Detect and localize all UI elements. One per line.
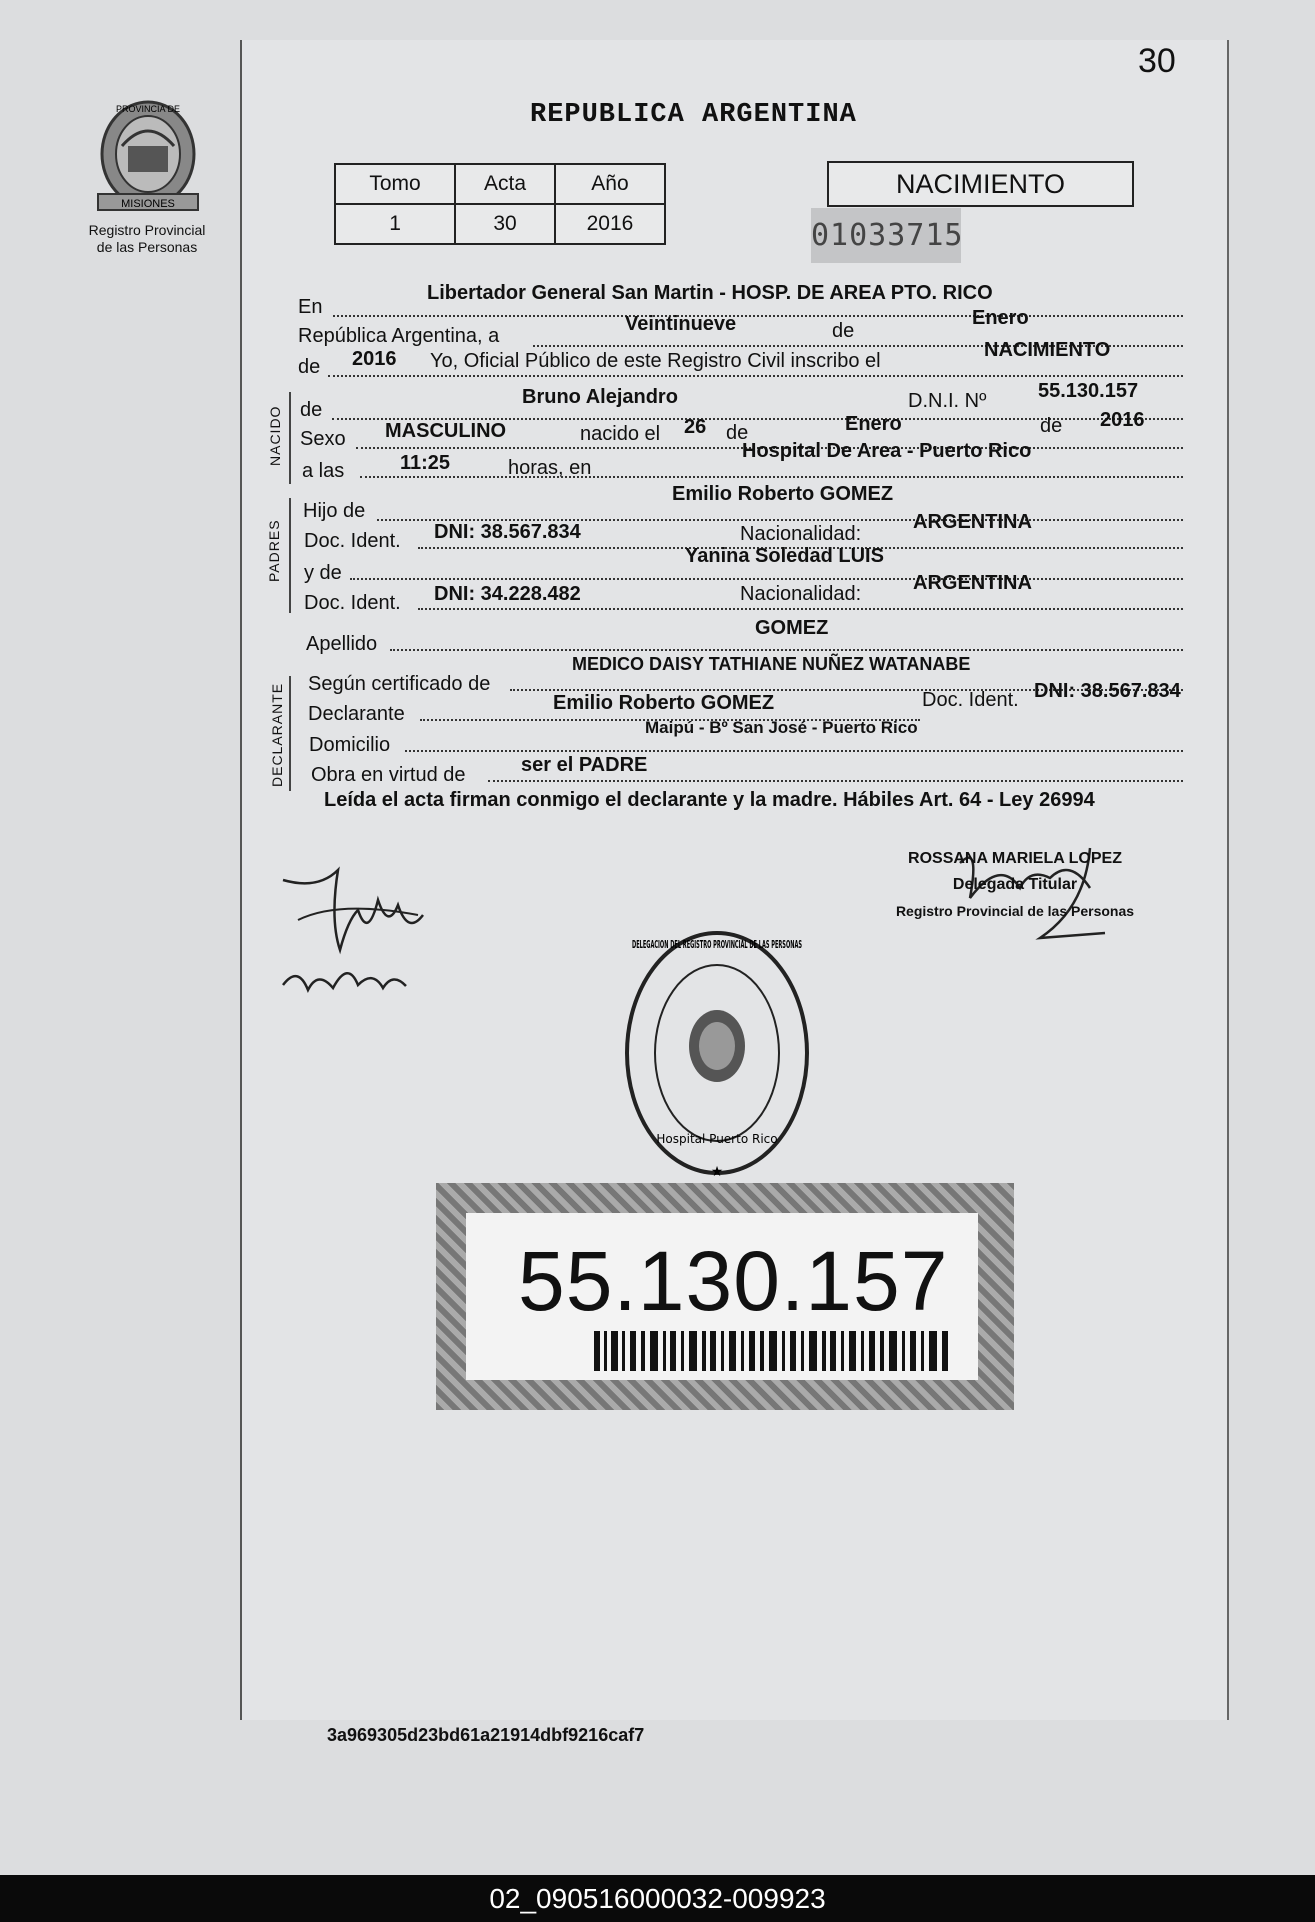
seal-ring-text: DELEGACION DEL REGISTRO PROVINCIAL DE LAS PERSONAS — [632, 938, 803, 951]
serial-number: 01033715 — [811, 208, 961, 263]
section-bar — [289, 392, 291, 484]
dotted-line — [328, 375, 1183, 377]
dotted-line — [488, 780, 1183, 782]
closing-text: Leída el acta firman conmigo el declarante y la madre. Hábiles Art. 64 - Ley 26994 — [324, 789, 1095, 811]
dotted-line — [333, 315, 1183, 317]
mother-name-value: Yanina Soledad LUIS — [685, 545, 884, 567]
registry-caption-line1: Registro Provincial — [88, 222, 206, 238]
month-value: Enero — [972, 307, 1029, 329]
dotted-line — [390, 649, 1183, 651]
volume-table-header-row — [335, 164, 665, 204]
certificado-label: Según certificado de — [308, 673, 491, 695]
nacido-el-label: nacido el — [580, 423, 661, 445]
a-las-label: a las — [302, 460, 345, 482]
child-dni-value: 55.130.157 — [1038, 380, 1139, 402]
nacionalidad-label: Nacionalidad: — [740, 583, 862, 605]
volume-table — [334, 163, 666, 245]
hour-value: 11:25 — [400, 452, 451, 474]
birth-month-value: Enero — [845, 413, 902, 435]
barcode-icon — [594, 1331, 950, 1371]
oficial-text: Yo, Oficial Público de este Registro Civil inscribo el — [430, 350, 881, 372]
declarante-doc-value: DNI: 38.567.834 — [1034, 680, 1181, 702]
birth-day-value: 26 — [684, 416, 707, 438]
dni-sticker-inner — [466, 1213, 978, 1380]
inscribo-value: NACIMIENTO — [984, 339, 1111, 361]
volume-table-header: Año — [555, 164, 665, 204]
horas-en-label: horas, en — [508, 457, 592, 479]
official-office: Registro Provincial de las Personas — [895, 903, 1135, 919]
dotted-line — [405, 750, 1183, 752]
official-name: ROSSANA MARIELA LOPEZ — [908, 850, 1122, 867]
dni-sticker — [436, 1183, 1014, 1410]
dotted-line — [360, 476, 1183, 478]
hijo-de-label: Hijo de — [303, 500, 366, 522]
de-label: de — [832, 320, 855, 342]
section-bar — [289, 676, 291, 791]
document-hash: 3a969305d23bd61a21914dbf9216caf7 — [327, 1725, 645, 1745]
father-nationality-value: ARGENTINA — [913, 511, 1032, 533]
father-doc-value: DNI: 38.567.834 — [434, 521, 581, 543]
sexo-label: Sexo — [300, 428, 346, 450]
place-value: Libertador General San Martin - HOSP. DE AREA PTO. RICO — [427, 282, 993, 304]
y-de-label: y de — [304, 562, 342, 584]
child-name-value: Bruno Alejandro — [522, 386, 678, 408]
dni-label: D.N.I. Nº — [908, 390, 987, 412]
nacido-section-label: NACIDO — [267, 405, 283, 466]
domicilio-label: Domicilio — [309, 734, 391, 756]
sexo-value: MASCULINO — [385, 420, 507, 442]
en-label: En — [298, 296, 323, 318]
apellido-value: GOMEZ — [755, 617, 829, 639]
obra-value: ser el PADRE — [521, 754, 648, 776]
certificado-value: MEDICO DAISY TATHIANE NUÑEZ WATANABE — [572, 654, 971, 674]
seal-star-icon: ★ — [710, 1164, 724, 1180]
obra-label: Obra en virtud de — [311, 764, 466, 786]
doc-ident-label: Doc. Ident. — [304, 592, 401, 614]
declarant-signature-icon — [278, 860, 438, 1000]
doc-ident-label: Doc. Ident. — [304, 530, 401, 552]
provincial-crest-icon — [92, 96, 204, 216]
volume-table-value-row — [335, 204, 665, 244]
registry-caption — [72, 222, 222, 256]
dotted-line — [350, 578, 1183, 580]
registry-seal-icon — [620, 928, 815, 1183]
republica-label: República Argentina, a — [298, 325, 500, 347]
birth-place-value: Hospital De Area - Puerto Rico — [742, 440, 1032, 462]
declarante-label: Declarante — [308, 703, 405, 725]
mother-nationality-value: ARGENTINA — [913, 572, 1032, 594]
year-prefix-label: de — [298, 356, 321, 378]
volume-table-cell: 30 — [455, 204, 555, 244]
year-value: 2016 — [352, 348, 397, 370]
page-number: 30 — [1138, 42, 1176, 80]
doc-ident-label: Doc. Ident. — [922, 689, 1019, 711]
de-label: de — [726, 422, 749, 444]
de-label: de — [1040, 415, 1063, 437]
nacionalidad-label: Nacionalidad: — [740, 523, 862, 545]
volume-table-cell: 2016 — [555, 204, 665, 244]
volume-table-cell: 1 — [335, 204, 455, 244]
volume-table-header: Tomo — [335, 164, 455, 204]
seal-inner-text: Hospital Puerto Rico — [656, 1132, 778, 1146]
registry-caption-line2: de las Personas — [96, 239, 198, 255]
birth-year-value: 2016 — [1100, 409, 1145, 431]
padres-section-label: PADRES — [266, 519, 282, 582]
day-value: Veintinueve — [625, 313, 737, 335]
nacido-de-label: de — [300, 399, 323, 421]
crest-top-text: PROVINCIA DE — [115, 104, 181, 114]
apellido-label: Apellido — [306, 633, 378, 655]
document-title: REPUBLICA ARGENTINA — [530, 100, 857, 130]
act-type-box: NACIMIENTO — [827, 161, 1134, 207]
father-name-value: Emilio Roberto GOMEZ — [672, 483, 894, 505]
section-bar — [289, 498, 291, 613]
footer-id-bar: 02_090516000032-009923 — [0, 1875, 1315, 1922]
dotted-line — [418, 608, 1183, 610]
volume-table-header: Acta — [455, 164, 555, 204]
crest-bottom-text: MISIONES — [121, 198, 175, 210]
dni-sticker-number: 55.130.157 — [518, 1234, 949, 1328]
domicilio-value: Maipú - Bº San José - Puerto Rico — [645, 718, 918, 737]
official-block — [885, 846, 1145, 924]
official-role: Delegada Titular — [952, 876, 1078, 893]
mother-doc-value: DNI: 34.228.482 — [434, 583, 581, 605]
declarante-value: Emilio Roberto GOMEZ — [553, 692, 775, 714]
declarante-section-label: DECLARANTE — [269, 682, 285, 787]
